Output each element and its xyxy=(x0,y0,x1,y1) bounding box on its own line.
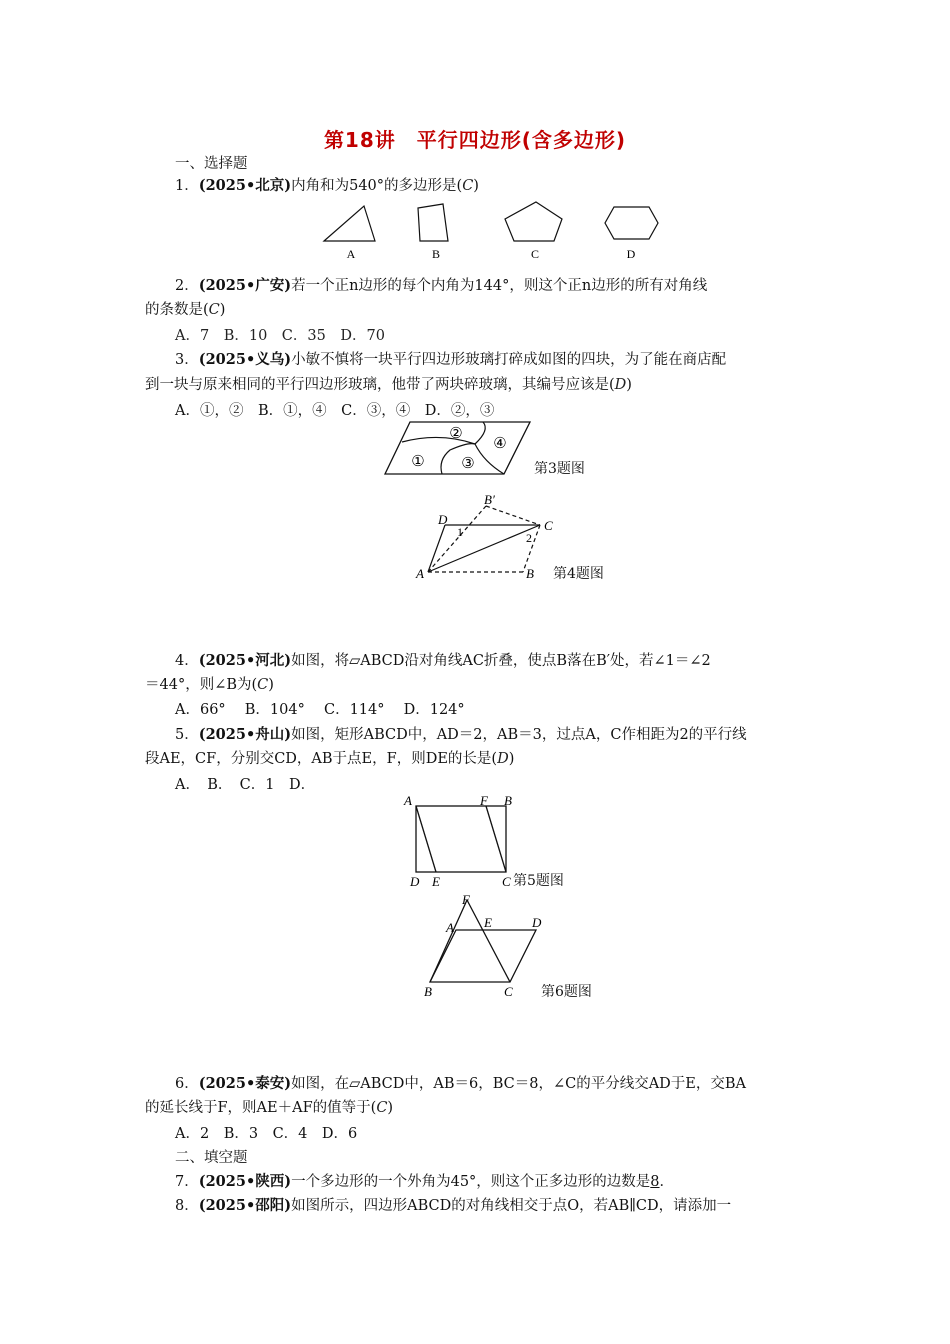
q6-number: 6． xyxy=(175,1076,199,1092)
q1-answer: C xyxy=(462,178,474,194)
q6-label-e: E xyxy=(484,915,492,930)
q4-text-2: ＝44°，则∠B为( xyxy=(145,677,258,693)
q2-text-2: 的条数是( xyxy=(145,302,209,318)
q6-text-1: 如图，在▱ABCD中，AB＝6，BC＝8，∠C的平分线交AD于E，交BA xyxy=(291,1076,747,1092)
q7-end: ． xyxy=(659,1174,675,1190)
q4-label-d: D xyxy=(438,512,448,527)
page-title: 第18讲 平行四边形(含多边形) xyxy=(323,128,627,152)
question-4-line1 xyxy=(175,651,711,671)
q4-angle-1: 1 xyxy=(457,525,463,539)
q4-label-b: B xyxy=(526,566,534,581)
question-2-line2 xyxy=(145,300,225,320)
q5-label-d: D xyxy=(410,874,420,889)
q1-label-a: A xyxy=(346,247,356,261)
question-5-line2 xyxy=(145,749,514,769)
q6-options: A．2 B．3 C．4 D．6 xyxy=(175,1126,358,1142)
question-8 xyxy=(175,1196,731,1216)
q8-number: 8． xyxy=(175,1198,199,1214)
q3-glass-figure xyxy=(380,418,540,480)
question-5-line1 xyxy=(175,725,747,745)
q3-crack-1 xyxy=(402,437,475,444)
q7-answer: 8 xyxy=(650,1174,660,1190)
q1-text: 内角和为540°的多边形是( xyxy=(291,178,463,194)
q7-number: 7． xyxy=(175,1174,199,1190)
q2-options: A．7 B．10 C．35 D．70 xyxy=(175,328,385,344)
q5-label-f: F xyxy=(480,793,488,808)
q4-close: ) xyxy=(268,677,274,693)
section-choice: 一、选择题 xyxy=(175,156,248,172)
q4-angle-2: 2 xyxy=(526,531,532,545)
q3-text-1: 小敏不慎将一块平行四边形玻璃打碎成如图的四块，为了能在商店配 xyxy=(291,352,727,368)
q6-parallelogram xyxy=(430,930,536,982)
q4-fold-figure xyxy=(410,490,560,582)
q5-rectangle-figure xyxy=(398,792,518,890)
q3-piece-1: ① xyxy=(411,454,425,470)
q5-options: A． B． C．1 D． xyxy=(175,777,316,793)
q2-close: ) xyxy=(219,302,226,318)
q2-source: (2025•广安) xyxy=(198,277,292,294)
q1-label-d: D xyxy=(626,247,636,261)
q3-piece-4: ④ xyxy=(493,436,507,452)
q4-options: A．66° B．104° C．114° D．124° xyxy=(175,702,465,718)
q4-answer: C xyxy=(257,677,269,693)
question-1 xyxy=(175,176,479,196)
q5-label-c: C xyxy=(502,874,511,889)
quadrilateral-shape xyxy=(418,204,448,241)
q1-number: 1． xyxy=(175,178,199,194)
question-6-line1 xyxy=(175,1074,746,1094)
q2-answer: C xyxy=(208,302,220,318)
q4-label-a: A xyxy=(416,566,424,581)
question-7 xyxy=(175,1172,674,1192)
q6-caption: 第6题图 xyxy=(541,984,592,1000)
q1-close: ) xyxy=(473,178,479,194)
question-3-line1 xyxy=(175,350,726,370)
q5-text-2: 段AE，CF，分别交CD，AB于点E，F，则DE的长是( xyxy=(145,751,498,767)
q7-source: (2025•陕西) xyxy=(198,1173,292,1190)
q3-source: (2025•义乌) xyxy=(198,351,292,368)
q6-close: ) xyxy=(387,1100,394,1116)
q6-label-c: C xyxy=(504,984,513,999)
q5-caption: 第5题图 xyxy=(513,873,564,889)
q2-text-1: 若一个正n边形的每个内角为144°，则这个正n边形的所有对角线 xyxy=(291,278,708,294)
q6-text-2: 的延长线于F，则AE＋AF的值等于( xyxy=(145,1100,377,1116)
q3-crack-2 xyxy=(475,422,485,444)
q5-answer: D xyxy=(497,751,509,767)
q3-number: 3． xyxy=(175,352,199,368)
q3-close: ) xyxy=(626,377,632,393)
q7-text: 一个多边形的一个外角为45°，则这个正多边形的边数是 xyxy=(291,1174,651,1190)
q6-label-d: D xyxy=(532,915,542,930)
q6-label-f: F xyxy=(462,892,470,907)
q4-label-c: C xyxy=(544,518,553,533)
q6-label-a: A xyxy=(446,920,454,935)
question-3-line2 xyxy=(145,375,632,395)
q4-label-b-prime: B′ xyxy=(484,492,495,507)
q5-source: (2025•舟山) xyxy=(198,726,292,743)
q5-close: ) xyxy=(508,751,515,767)
question-4-line2 xyxy=(145,675,274,695)
section-fill: 二、填空题 xyxy=(175,1150,248,1166)
q4-number: 4． xyxy=(175,653,199,669)
q3-piece-3: ③ xyxy=(461,456,475,472)
q5-text-1: 如图，矩形ABCD中，AD＝2，AB＝3，过点A，C作相距为2的平行线 xyxy=(291,727,747,743)
q4-text-1: 如图，将▱ABCD沿对角线AC折叠，使点B落在B′处，若∠1＝∠2 xyxy=(291,653,711,669)
q1-label-c: C xyxy=(530,247,540,261)
q2-number: 2． xyxy=(175,278,199,294)
q5-number: 5． xyxy=(175,727,199,743)
hexagon-shape xyxy=(605,207,658,239)
q5-rectangle xyxy=(416,806,506,872)
q3-answer: D xyxy=(614,377,627,393)
question-2-line1 xyxy=(175,276,707,296)
q6-parallelogram-figure xyxy=(418,890,548,1000)
q1-polygons-figure xyxy=(300,196,680,264)
q3-piece-2: ② xyxy=(449,426,463,442)
triangle-shape xyxy=(324,206,375,241)
q3-text-2: 到一块与原来相同的平行四边形玻璃，他带了两块碎玻璃，其编号应该是( xyxy=(145,377,615,393)
q6-source: (2025•泰安) xyxy=(198,1075,292,1092)
q5-label-e: E xyxy=(432,874,440,889)
q1-label-b: B xyxy=(431,247,441,261)
q4-caption: 第4题图 xyxy=(553,566,604,582)
pentagon-shape xyxy=(505,202,562,241)
q4-source: (2025•河北) xyxy=(198,652,292,669)
q3-caption: 第3题图 xyxy=(534,461,585,477)
q6-label-b: B xyxy=(424,984,432,999)
q3-options: A．①，② B．①，④ C．③，④ D．②，③ xyxy=(175,403,495,419)
q8-text: 如图所示，四边形ABCD的对角线相交于点O，若AB∥CD，请添加一 xyxy=(291,1198,732,1214)
q5-label-b: B xyxy=(504,793,512,808)
question-6-line2 xyxy=(145,1098,393,1118)
q6-answer: C xyxy=(376,1100,388,1116)
q1-source: (2025•北京) xyxy=(198,177,292,194)
q5-label-a: A xyxy=(404,793,412,808)
q8-source: (2025•邵阳) xyxy=(198,1197,292,1214)
